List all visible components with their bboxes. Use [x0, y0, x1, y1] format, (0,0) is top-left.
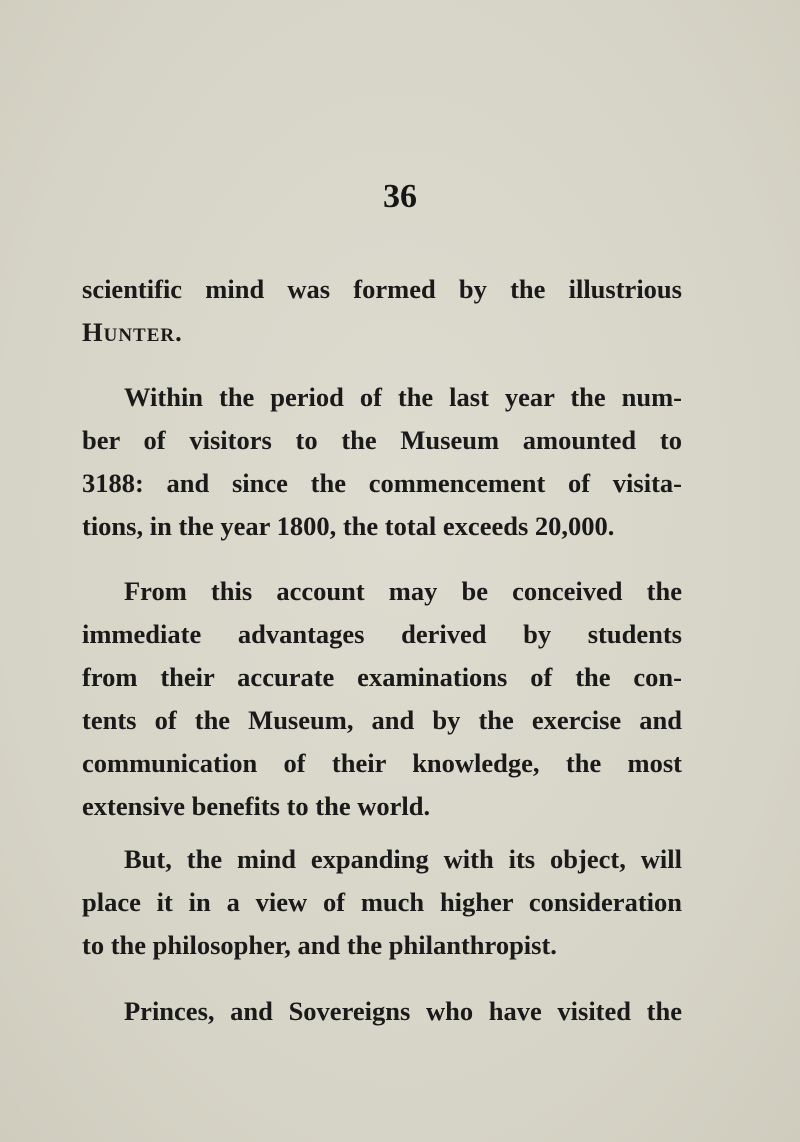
- paragraph-5: [82, 990, 682, 1033]
- text-line: Princes, and Sovereigns who have visited the: [124, 996, 682, 1026]
- paragraph-4: [82, 838, 682, 967]
- text-line: tents of the Museum, and by the exercise and: [82, 705, 682, 735]
- text-line: place it in a view of much higher consideration: [82, 887, 682, 917]
- text-line: from their accurate examinations of the con-: [82, 662, 682, 692]
- text-line: extensive benefits to the world.: [82, 791, 431, 821]
- text-line: tions, in the year 1800, the total exceeds 20,000.: [82, 511, 615, 541]
- text-line: Hunter.: [82, 317, 183, 347]
- text-line: Within the period of the last year the num-: [124, 382, 682, 412]
- text-line: immediate advantages derived by students: [82, 619, 682, 649]
- paragraph-2: [82, 376, 682, 548]
- text-line: ber of visitors to the Museum amounted to: [82, 425, 682, 455]
- text-line: scientific mind was formed by the illustrious: [82, 274, 682, 304]
- text-line: communication of their knowledge, the most: [82, 748, 682, 778]
- paragraph-3: [82, 570, 682, 828]
- text-line: 3188: and since the commencement of visita-: [82, 468, 682, 498]
- paragraph-1: [82, 268, 682, 354]
- text-line: But, the mind expanding with its object, will: [124, 844, 682, 874]
- page-number: 36: [383, 178, 417, 215]
- text-line: to the philosopher, and the philanthropist.: [82, 930, 557, 960]
- text-line: From this account may be conceived the: [124, 576, 682, 606]
